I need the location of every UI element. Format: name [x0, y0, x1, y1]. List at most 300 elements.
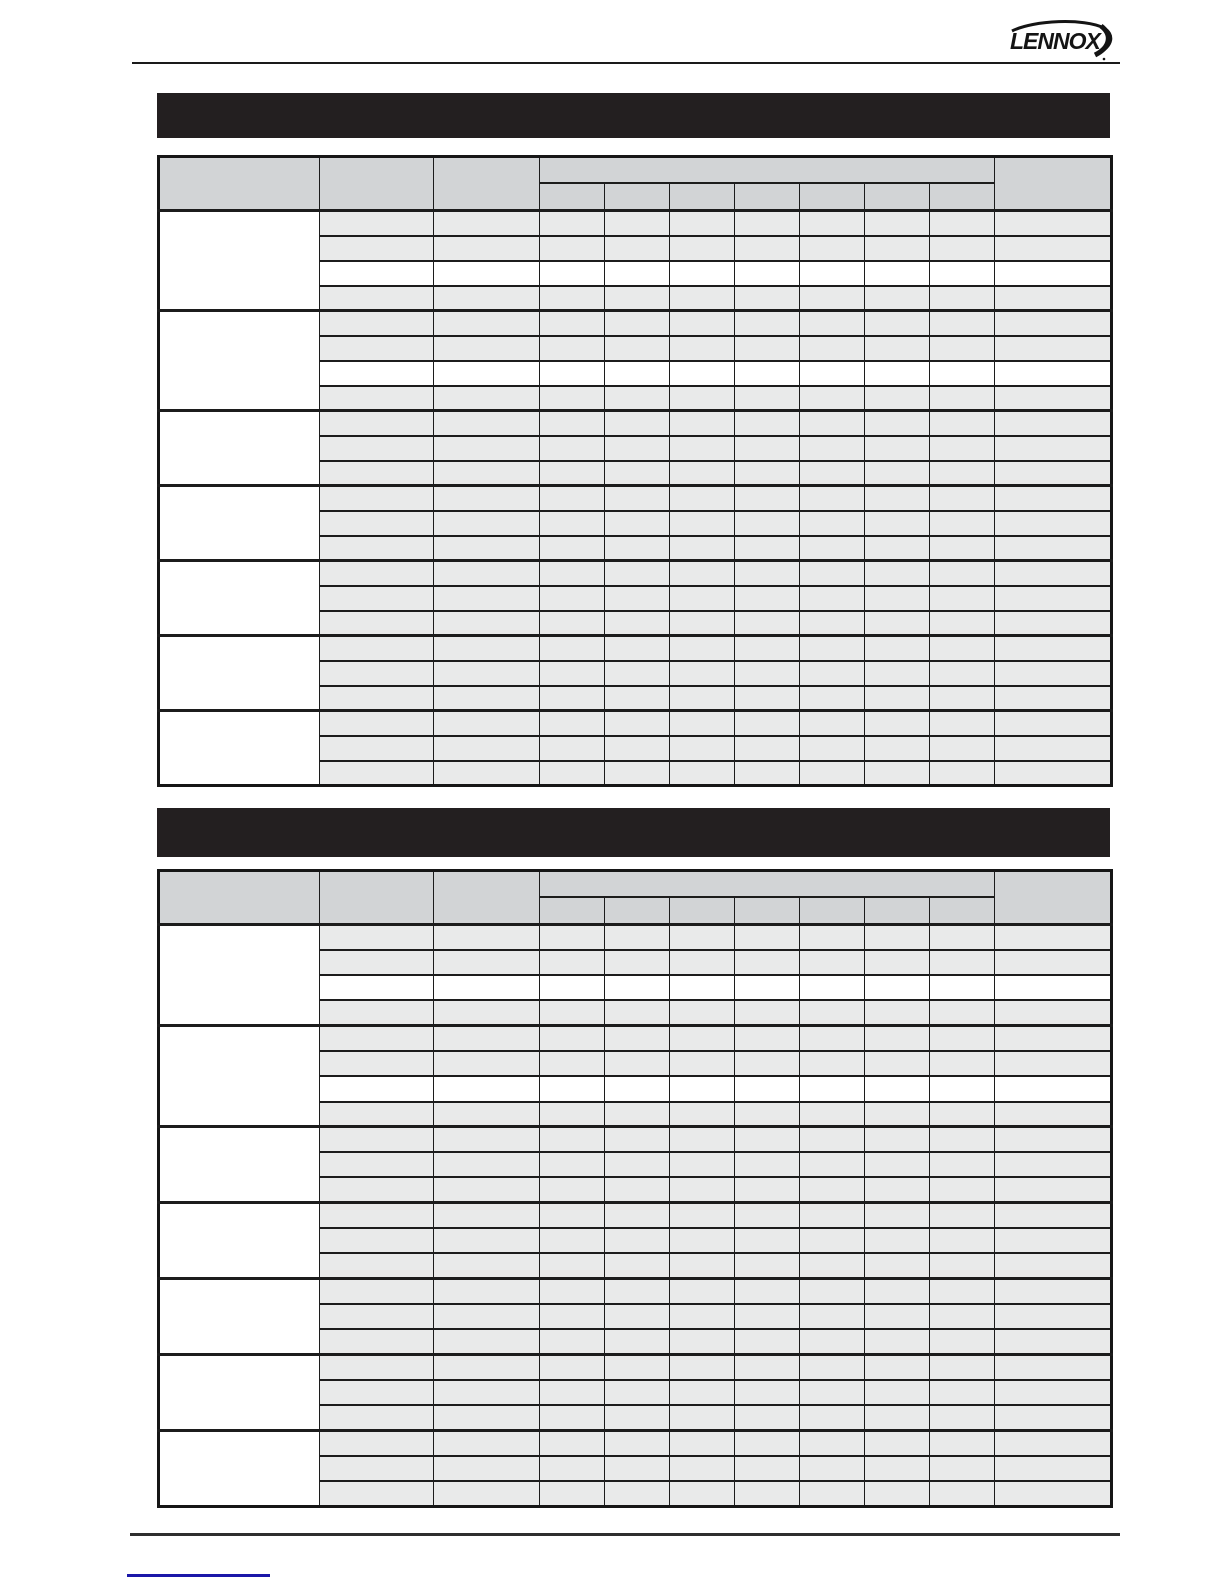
- data-cell: [605, 411, 670, 436]
- data-cell: [930, 311, 995, 336]
- data-cell: [605, 386, 670, 411]
- data-cell: [320, 736, 434, 761]
- data-cell: [670, 761, 735, 786]
- column-a-header: [159, 157, 320, 211]
- data-cell: [930, 1279, 995, 1304]
- data-cell: [930, 236, 995, 261]
- data-cell: [735, 411, 800, 436]
- data-cell: [800, 336, 865, 361]
- data-cell: [800, 1203, 865, 1228]
- data-cell: [865, 1481, 930, 1506]
- data-cell: [320, 1405, 434, 1430]
- data-cell: [540, 761, 605, 786]
- data-cell: [995, 1051, 1112, 1076]
- data-cell: [930, 461, 995, 486]
- data-cell: [320, 1076, 434, 1101]
- data-cell: [540, 1304, 605, 1329]
- data-cell: [800, 486, 865, 511]
- data-cell: [800, 1228, 865, 1253]
- sub-column-header: [800, 183, 865, 211]
- data-cell: [434, 461, 540, 486]
- data-cell: [434, 1380, 540, 1405]
- sub-column-header: [735, 183, 800, 211]
- data-cell: [540, 1456, 605, 1481]
- data-cell: [434, 1076, 540, 1101]
- data-cell: [995, 486, 1112, 511]
- data-cell: [320, 636, 434, 661]
- data-cell: [540, 436, 605, 461]
- table-row: [159, 211, 1112, 236]
- data-cell: [434, 436, 540, 461]
- data-cell: [800, 1279, 865, 1304]
- data-cell: [995, 1127, 1112, 1152]
- data-cell: [930, 386, 995, 411]
- data-cell: [605, 236, 670, 261]
- data-cell: [320, 561, 434, 586]
- data-cell: [735, 386, 800, 411]
- data-cell: [605, 1051, 670, 1076]
- table-row: [159, 1279, 1112, 1304]
- data-cell: [865, 736, 930, 761]
- data-cell: [434, 761, 540, 786]
- data-cell: [930, 1405, 995, 1430]
- data-cell: [735, 311, 800, 336]
- data-cell: [930, 436, 995, 461]
- data-cell: [540, 1051, 605, 1076]
- data-cell: [995, 1405, 1112, 1430]
- data-cell: [670, 586, 735, 611]
- data-cell: [930, 361, 995, 386]
- data-cell: [670, 1026, 735, 1051]
- data-cell: [320, 511, 434, 536]
- data-cell: [540, 586, 605, 611]
- sub-column-header: [670, 897, 735, 925]
- data-cell: [865, 1405, 930, 1430]
- data-cell: [800, 1355, 865, 1380]
- column-a-header: [159, 871, 320, 925]
- data-cell: [930, 1127, 995, 1152]
- data-cell: [605, 736, 670, 761]
- table-row: [159, 1203, 1112, 1228]
- data-cell: [930, 611, 995, 636]
- data-cell: [320, 461, 434, 486]
- data-cell: [735, 336, 800, 361]
- data-cell: [605, 436, 670, 461]
- data-cell: [434, 950, 540, 975]
- data-cell: [865, 1228, 930, 1253]
- data-cell: [540, 386, 605, 411]
- data-cell: [865, 1051, 930, 1076]
- data-cell: [865, 361, 930, 386]
- data-cell: [735, 925, 800, 950]
- data-cell: [605, 1253, 670, 1278]
- table-row: [159, 1127, 1112, 1152]
- data-cell: [865, 311, 930, 336]
- row-group-label-cell: [159, 1279, 320, 1355]
- data-cell: [434, 1051, 540, 1076]
- data-cell: [930, 586, 995, 611]
- data-cell: [605, 611, 670, 636]
- table-row: [159, 636, 1112, 661]
- data-cell: [605, 1380, 670, 1405]
- data-cell: [995, 1228, 1112, 1253]
- data-cell: [434, 1329, 540, 1354]
- data-cell: [735, 436, 800, 461]
- data-cell: [434, 1430, 540, 1455]
- data-cell: [434, 1279, 540, 1304]
- data-cell: [320, 1228, 434, 1253]
- data-cell: [605, 636, 670, 661]
- section-title-bar-2: [157, 808, 1110, 857]
- data-cell: [865, 336, 930, 361]
- data-cell: [434, 611, 540, 636]
- data-cell: [605, 1355, 670, 1380]
- data-cell: [930, 1304, 995, 1329]
- row-group-label-cell: [159, 711, 320, 786]
- data-cell: [605, 975, 670, 1000]
- data-cell: [735, 686, 800, 711]
- data-cell: [930, 1329, 995, 1354]
- data-cell: [930, 211, 995, 236]
- row-group-label-cell: [159, 1430, 320, 1506]
- data-cell: [865, 511, 930, 536]
- data-cell: [605, 511, 670, 536]
- data-cell: [735, 611, 800, 636]
- data-cell: [865, 925, 930, 950]
- data-cell: [605, 561, 670, 586]
- data-cell: [320, 661, 434, 686]
- data-cell: [735, 1380, 800, 1405]
- data-cell: [434, 561, 540, 586]
- data-cell: [865, 586, 930, 611]
- data-cell: [434, 386, 540, 411]
- data-cell: [540, 1000, 605, 1025]
- data-cell: [605, 311, 670, 336]
- data-cell: [800, 386, 865, 411]
- data-cell: [995, 1026, 1112, 1051]
- data-cell: [800, 1253, 865, 1278]
- data-cell: [930, 1253, 995, 1278]
- data-cell: [540, 1152, 605, 1177]
- data-cell: [995, 636, 1112, 661]
- data-cell: [930, 736, 995, 761]
- data-cell: [434, 1304, 540, 1329]
- data-cell: [930, 536, 995, 561]
- data-cell: [995, 686, 1112, 711]
- data-cell: [930, 1102, 995, 1127]
- data-cell: [320, 1279, 434, 1304]
- footer-link-underline[interactable]: [127, 1560, 270, 1577]
- data-cell: [930, 1152, 995, 1177]
- data-cell: [865, 286, 930, 311]
- data-cell: [995, 711, 1112, 736]
- data-cell: [605, 1203, 670, 1228]
- table-row: [159, 486, 1112, 511]
- header-divider-rule: [132, 62, 1120, 64]
- data-cell: [995, 1253, 1112, 1278]
- data-cell: [865, 975, 930, 1000]
- data-cell: [540, 1203, 605, 1228]
- data-cell: [605, 361, 670, 386]
- data-cell: [434, 1102, 540, 1127]
- data-cell: [735, 761, 800, 786]
- registered-mark-dot: [1103, 58, 1106, 61]
- row-group-label-cell: [159, 1026, 320, 1127]
- data-cell: [605, 711, 670, 736]
- data-cell: [320, 436, 434, 461]
- data-cell: [735, 950, 800, 975]
- data-cell: [320, 586, 434, 611]
- data-cell: [320, 686, 434, 711]
- data-cell: [930, 661, 995, 686]
- data-cell: [320, 1456, 434, 1481]
- data-cell: [320, 1127, 434, 1152]
- data-cell: [930, 1355, 995, 1380]
- data-cell: [434, 711, 540, 736]
- data-cell: [670, 336, 735, 361]
- data-cell: [865, 411, 930, 436]
- data-cell: [540, 1405, 605, 1430]
- data-cell: [800, 1127, 865, 1152]
- data-cell: [800, 1329, 865, 1354]
- table-row: [159, 411, 1112, 436]
- data-cell: [930, 1481, 995, 1506]
- data-cell: [540, 1380, 605, 1405]
- data-cell: [540, 736, 605, 761]
- data-cell: [800, 411, 865, 436]
- data-cell: [434, 1026, 540, 1051]
- data-cell: [320, 975, 434, 1000]
- data-cell: [800, 1405, 865, 1430]
- data-cell: [434, 261, 540, 286]
- data-cell: [605, 486, 670, 511]
- data-cell: [735, 261, 800, 286]
- data-cell: [670, 611, 735, 636]
- data-cell: [995, 1481, 1112, 1506]
- data-cell: [930, 636, 995, 661]
- data-cell: [320, 261, 434, 286]
- data-cell: [434, 311, 540, 336]
- data-cell: [434, 286, 540, 311]
- data-cell: [540, 1228, 605, 1253]
- data-cell: [995, 925, 1112, 950]
- data-cell: [995, 1380, 1112, 1405]
- data-cell: [605, 261, 670, 286]
- lennox-swoosh-icon: [1000, 18, 1118, 64]
- data-cell: [995, 611, 1112, 636]
- data-cell: [670, 1481, 735, 1506]
- data-cell: [865, 761, 930, 786]
- data-cell: [605, 1430, 670, 1455]
- data-cell: [735, 561, 800, 586]
- data-cell: [434, 736, 540, 761]
- sub-column-header: [930, 897, 995, 925]
- data-cell: [735, 1456, 800, 1481]
- data-cell: [995, 436, 1112, 461]
- data-cell: [320, 1304, 434, 1329]
- data-cell: [670, 736, 735, 761]
- data-cell: [605, 461, 670, 486]
- data-cell: [735, 1203, 800, 1228]
- sub-column-header: [930, 183, 995, 211]
- data-cell: [865, 611, 930, 636]
- row-group-label-cell: [159, 211, 320, 311]
- sub-column-header: [670, 183, 735, 211]
- data-cell: [320, 1102, 434, 1127]
- data-cell: [800, 286, 865, 311]
- data-cell: [735, 486, 800, 511]
- data-cell: [995, 536, 1112, 561]
- data-cell: [320, 1177, 434, 1202]
- data-cell: [995, 1279, 1112, 1304]
- data-cell: [605, 1000, 670, 1025]
- data-cell: [995, 461, 1112, 486]
- data-cell: [800, 1481, 865, 1506]
- data-cell: [670, 1430, 735, 1455]
- data-cell: [434, 1127, 540, 1152]
- data-cell: [670, 386, 735, 411]
- data-cell: [605, 211, 670, 236]
- data-cell: [865, 1430, 930, 1455]
- data-cell: [670, 311, 735, 336]
- data-cell: [605, 1127, 670, 1152]
- data-cell: [995, 1177, 1112, 1202]
- data-cell: [735, 1000, 800, 1025]
- data-cell: [800, 1304, 865, 1329]
- data-cell: [995, 1102, 1112, 1127]
- data-cell: [735, 1329, 800, 1354]
- data-cell: [865, 1279, 930, 1304]
- data-cell: [540, 261, 605, 286]
- data-cell: [670, 925, 735, 950]
- data-cell: [995, 561, 1112, 586]
- column-group-header: [540, 871, 995, 898]
- data-cell: [540, 975, 605, 1000]
- data-cell: [865, 436, 930, 461]
- data-cell: [540, 336, 605, 361]
- data-cell: [995, 950, 1112, 975]
- data-cell: [434, 411, 540, 436]
- data-cell: [670, 1127, 735, 1152]
- data-cell: [995, 386, 1112, 411]
- data-cell: [995, 736, 1112, 761]
- data-cell: [540, 561, 605, 586]
- data-cell: [320, 1329, 434, 1354]
- data-cell: [434, 1177, 540, 1202]
- data-cell: [605, 336, 670, 361]
- data-cell: [320, 1152, 434, 1177]
- data-cell: [670, 561, 735, 586]
- footer-divider-rule: [130, 1533, 1120, 1536]
- data-cell: [800, 461, 865, 486]
- table-row: [159, 311, 1112, 336]
- data-cell: [735, 1076, 800, 1101]
- data-cell: [540, 1177, 605, 1202]
- data-cell: [800, 736, 865, 761]
- data-cell: [320, 311, 434, 336]
- data-cell: [605, 1481, 670, 1506]
- data-cell: [540, 611, 605, 636]
- data-cell: [735, 711, 800, 736]
- data-cell: [540, 211, 605, 236]
- data-cell: [320, 486, 434, 511]
- column-b-header: [320, 871, 434, 925]
- data-cell: [670, 1076, 735, 1101]
- last-column-header: [995, 157, 1112, 211]
- data-cell: [320, 411, 434, 436]
- sub-column-header: [800, 897, 865, 925]
- data-cell: [800, 536, 865, 561]
- data-cell: [434, 636, 540, 661]
- data-cell: [605, 761, 670, 786]
- data-cell: [670, 361, 735, 386]
- data-cell: [995, 336, 1112, 361]
- data-cell: [865, 486, 930, 511]
- column-c-header: [434, 871, 540, 925]
- data-cell: [670, 1380, 735, 1405]
- data-cell: [540, 925, 605, 950]
- data-cell: [540, 486, 605, 511]
- sub-column-header: [865, 897, 930, 925]
- data-cell: [320, 1203, 434, 1228]
- data-cell: [995, 1355, 1112, 1380]
- data-cell: [320, 336, 434, 361]
- data-cell: [735, 1355, 800, 1380]
- data-cell: [540, 1076, 605, 1101]
- data-cell: [605, 950, 670, 975]
- data-cell: [995, 1430, 1112, 1455]
- data-cell: [865, 950, 930, 975]
- data-cell: [735, 461, 800, 486]
- data-cell: [800, 261, 865, 286]
- data-cell: [865, 1026, 930, 1051]
- data-cell: [865, 1380, 930, 1405]
- data-cell: [540, 1481, 605, 1506]
- data-cell: [434, 486, 540, 511]
- data-cell: [320, 925, 434, 950]
- data-cell: [434, 1000, 540, 1025]
- data-cell: [670, 1177, 735, 1202]
- data-cell: [670, 1456, 735, 1481]
- data-cell: [670, 636, 735, 661]
- data-cell: [800, 925, 865, 950]
- data-cell: [930, 286, 995, 311]
- data-cell: [930, 486, 995, 511]
- data-cell: [800, 1380, 865, 1405]
- data-cell: [865, 561, 930, 586]
- sub-column-header: [605, 183, 670, 211]
- section-title-bar-1: [157, 93, 1110, 138]
- data-cell: [540, 711, 605, 736]
- data-cell: [995, 1000, 1112, 1025]
- data-cell: [605, 925, 670, 950]
- data-cell: [930, 1380, 995, 1405]
- data-cell: [434, 586, 540, 611]
- data-cell: [865, 1102, 930, 1127]
- lennox-logo: [1000, 18, 1118, 64]
- data-cell: [865, 686, 930, 711]
- data-cell: [930, 1203, 995, 1228]
- column-b-header: [320, 157, 434, 211]
- data-cell: [540, 1253, 605, 1278]
- data-cell: [735, 1102, 800, 1127]
- data-cell: [605, 1026, 670, 1051]
- data-cell: [320, 1000, 434, 1025]
- data-cell: [995, 1152, 1112, 1177]
- data-cell: [320, 1051, 434, 1076]
- data-cell: [670, 1279, 735, 1304]
- sub-column-header: [540, 183, 605, 211]
